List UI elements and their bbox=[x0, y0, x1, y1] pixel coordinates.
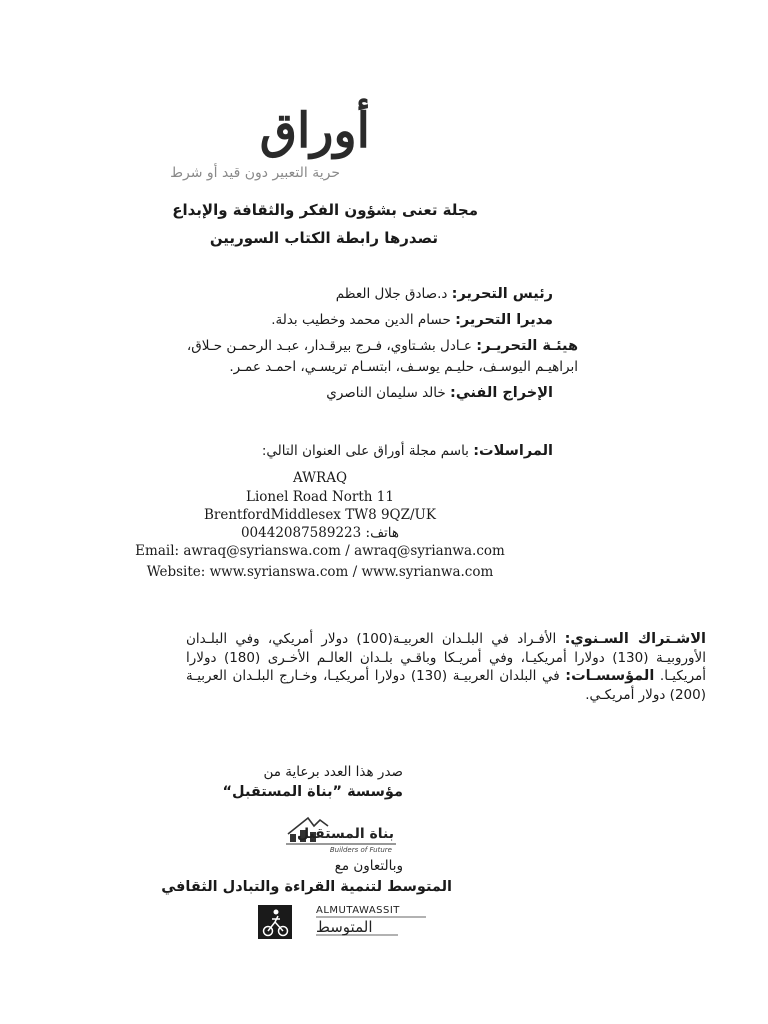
managing-editors bbox=[271, 312, 553, 328]
almutawassit-logo-arabic: المتوسط bbox=[316, 918, 373, 936]
managing-editors-value: حسام الدين محمد وخطيب بدلة. bbox=[271, 312, 456, 328]
editor-in-chief bbox=[336, 286, 553, 302]
issued-org: مؤسسة ”بناة المستقبل“ bbox=[222, 784, 403, 800]
editorial-board bbox=[187, 338, 578, 354]
art-director-label: الإخراج الفني: bbox=[450, 385, 553, 401]
editorial-board-label: هيئـة التحريـر: bbox=[476, 338, 578, 354]
subscription-paragraph bbox=[186, 630, 706, 704]
address-name: AWRAQ bbox=[292, 470, 348, 486]
editorial-board-cont: ابراهيـم اليوسـف، حليـم يوسـف، ابتسـام تريسـي، احمـد عمـر. bbox=[229, 359, 578, 375]
address-city: BrentfordMiddlesex TW8 9QZ/UK bbox=[203, 507, 437, 523]
art-director-value: خالد سليمان الناصري bbox=[326, 385, 451, 401]
editorial-board-value: عـادل بشـتاوي، فـرج بيرقـدار، عبـد الرحمـن حـلاق، bbox=[186, 338, 477, 354]
correspondence-label: المراسلات: bbox=[473, 443, 553, 459]
address-email: Email: awraq@syrianswa.com / awraq@syrianwa.com bbox=[135, 543, 505, 559]
managing-editors-label: مديرا التحرير: bbox=[455, 312, 553, 328]
almutawassit-logo-english: ALMUTAWASSIT bbox=[316, 905, 400, 916]
institutions-label: المؤسسـات: bbox=[565, 668, 655, 684]
address-phone: 00442087589223 :هاتف bbox=[240, 525, 400, 541]
editor-in-chief-label: رئيس التحرير: bbox=[451, 286, 553, 302]
bof-logo-arabic: بناة المستقبل bbox=[296, 826, 394, 842]
issued-line: صدر هذا العدد برعاية من bbox=[263, 764, 403, 780]
correspondence-line bbox=[262, 443, 553, 459]
cooperation-line: وبالتعاون مع bbox=[334, 858, 403, 874]
tagline: حرية التعبير دون قيد أو شرط bbox=[170, 165, 340, 181]
cooperation-org: المتوسط لتنمية القراءة والتبادل الثقافي bbox=[161, 879, 452, 895]
magazine-subtitle: مجلة تعنى بشؤون الفكر والثقافة والإبداع bbox=[172, 201, 478, 219]
subscription-label: الاشـتراك السـنوي: bbox=[564, 631, 707, 647]
address-website: Website: www.syrianswa.com / www.syrianwa.com bbox=[146, 564, 494, 580]
builders-of-future-logo bbox=[280, 808, 400, 854]
editor-in-chief-value: د.صادق جلال العظم bbox=[335, 286, 452, 302]
art-director bbox=[326, 385, 553, 401]
awraq-logo: أوراق bbox=[259, 103, 370, 159]
bof-logo-english: Builders of Future bbox=[329, 846, 392, 854]
publisher-line: تصدرها رابطة الكتاب السوريين bbox=[209, 229, 438, 247]
subscription-text-1: الأفـراد في البلـدان العربيـة(100) دولار أمريكي، وفي البلـدان الأوروبيـة (130) دولارا أمريكيـا، وفي أمريـكا وباقـي بلـدان العالـم الأخـرى (180) دولارا أمريكيـا. bbox=[186, 631, 706, 684]
subscription-text-2: في البلدان العربيـة (130) دولارا أمريكيـا، وخـارج البلـدان العربيـة (200) دولار أمريكـي. bbox=[186, 668, 706, 703]
correspondence-value: باسم مجلة أوراق على العنوان التالي: bbox=[261, 443, 474, 459]
address-street: Lionel Road North 11 bbox=[246, 489, 394, 505]
